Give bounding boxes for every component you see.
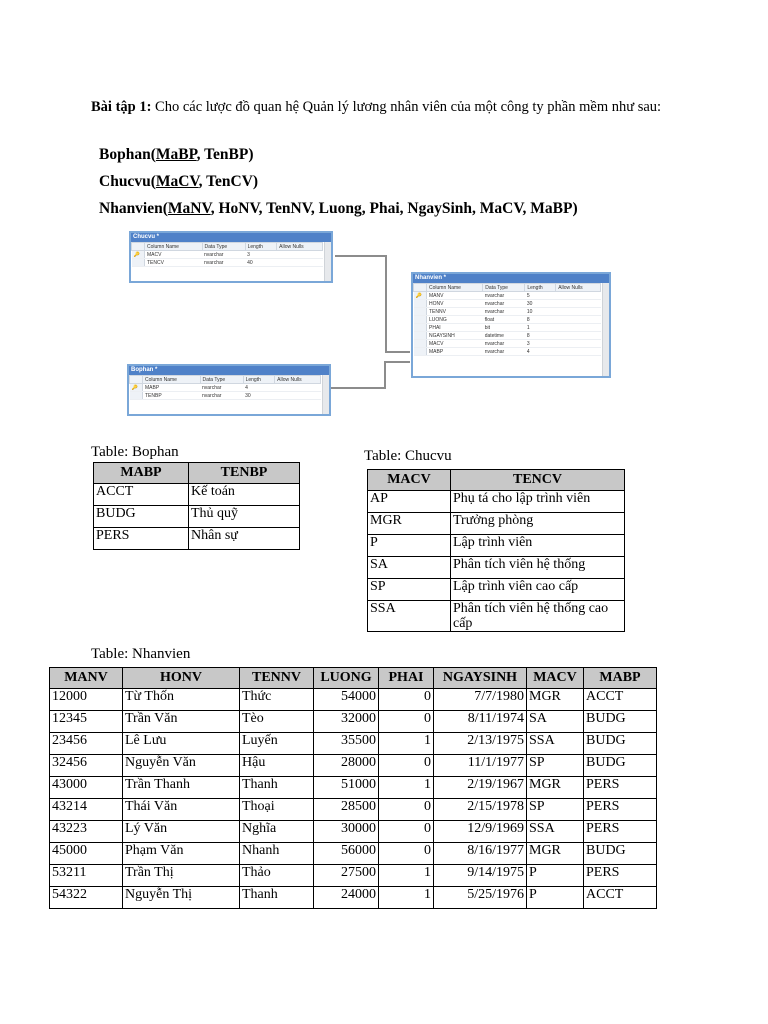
schema-bophan: Bophan(MaBP, TenBP) xyxy=(99,146,254,163)
table-cell: Lê Lưu xyxy=(123,733,240,755)
table-cell xyxy=(414,316,427,324)
table-cell: 0 xyxy=(379,711,434,733)
table-cell: Trần Thanh xyxy=(123,777,240,799)
table-cell: LUONG xyxy=(427,316,483,324)
table-cell: nvarchar xyxy=(483,300,525,308)
table-cell: 12000 xyxy=(50,689,123,711)
table-row xyxy=(50,733,657,755)
table-cell: Thanh xyxy=(240,777,314,799)
table-cell: 28500 xyxy=(314,799,379,821)
relationship-line xyxy=(335,255,386,257)
table-cell: Nhân sự xyxy=(189,528,300,550)
table-cell: Thủ quỹ xyxy=(189,506,300,528)
table-cell: 32456 xyxy=(50,755,123,777)
diagram-chucvu-columns xyxy=(131,242,323,267)
table-cell: Lập trình viên cao cấp xyxy=(451,579,625,601)
table-cell xyxy=(414,340,427,348)
table-row xyxy=(368,535,625,557)
table-cell: TENCV xyxy=(145,259,203,267)
column-header: PHAI xyxy=(379,668,434,689)
table-cell: PERS xyxy=(584,799,657,821)
chucvu-table-caption: Table: Chucvu xyxy=(364,448,452,464)
table-cell: 43223 xyxy=(50,821,123,843)
table-cell: SP xyxy=(527,755,584,777)
table-cell: ACCT xyxy=(94,484,189,506)
table-cell xyxy=(275,384,321,392)
exercise-intro xyxy=(91,99,691,116)
table-cell: Luyến xyxy=(240,733,314,755)
table-cell: 1 xyxy=(379,865,434,887)
table-cell: 1 xyxy=(379,887,434,909)
table-cell: 3 xyxy=(525,340,556,348)
column-header: HONV xyxy=(123,668,240,689)
table-cell xyxy=(414,348,427,356)
chucvu-table xyxy=(367,469,625,632)
bophan-table-caption: Table: Bophan xyxy=(91,444,179,460)
table-cell: Trần Thị xyxy=(123,865,240,887)
schema-nhanvien: Nhanvien(MaNV, HoNV, TenNV, Luong, Phai, NgaySinh, MaCV, MaBP) xyxy=(99,200,578,217)
table-cell: Kế toán xyxy=(189,484,300,506)
column-header: Data Type xyxy=(200,376,243,384)
table-cell: 30 xyxy=(243,392,275,400)
table-cell: BUDG xyxy=(94,506,189,528)
table-cell: BUDG xyxy=(584,755,657,777)
table-cell: P xyxy=(527,887,584,909)
table-cell: SSA xyxy=(368,601,451,632)
column-header: Length xyxy=(245,243,277,251)
table-cell: Thảo xyxy=(240,865,314,887)
table-cell: MACV xyxy=(145,251,203,259)
table-cell xyxy=(556,300,601,308)
nhanvien-table-caption: Table: Nhanvien xyxy=(91,646,191,662)
table-cell: Phân tích viên hệ thống xyxy=(451,557,625,579)
table-cell: 30 xyxy=(525,300,556,308)
table-cell: PHAI xyxy=(427,324,483,332)
column-header: Data Type xyxy=(483,284,525,292)
table-cell: MGR xyxy=(527,777,584,799)
table-cell: HONV xyxy=(427,300,483,308)
table-cell xyxy=(275,392,321,400)
table-cell: Thoại xyxy=(240,799,314,821)
table-cell: 27500 xyxy=(314,865,379,887)
table-cell: 8/16/1977 xyxy=(434,843,527,865)
table-cell: BUDG xyxy=(584,843,657,865)
table-row xyxy=(50,689,657,711)
scrollbar[interactable] xyxy=(324,242,331,281)
schema-chucvu: Chucvu(MaCV, TenCV) xyxy=(99,173,259,190)
table-cell: Phạm Văn xyxy=(123,843,240,865)
table-cell: Thức xyxy=(240,689,314,711)
table-cell: 23456 xyxy=(50,733,123,755)
column-header xyxy=(132,243,145,251)
table-cell: 8/11/1974 xyxy=(434,711,527,733)
table-cell: PERS xyxy=(584,777,657,799)
diagram-bophan-columns xyxy=(129,375,321,400)
table-cell: ACCT xyxy=(584,887,657,909)
table-cell: 32000 xyxy=(314,711,379,733)
table-cell: 0 xyxy=(379,799,434,821)
column-header: TENCV xyxy=(451,470,625,491)
table-cell: Nguyễn Thị xyxy=(123,887,240,909)
table-row xyxy=(368,491,625,513)
table-cell: SA xyxy=(368,557,451,579)
relationship-line xyxy=(385,351,410,353)
table-cell: datetime xyxy=(483,332,525,340)
table-cell: 7/7/1980 xyxy=(434,689,527,711)
table-cell: 1 xyxy=(379,733,434,755)
table-cell: Từ Thốn xyxy=(123,689,240,711)
column-header: Length xyxy=(243,376,275,384)
table-row xyxy=(50,865,657,887)
table-cell: MANV xyxy=(427,292,483,300)
table-cell: float xyxy=(483,316,525,324)
column-header: NGAYSINH xyxy=(434,668,527,689)
table-cell: MABP xyxy=(427,348,483,356)
column-header: MABP xyxy=(94,463,189,484)
table-cell: MGR xyxy=(527,689,584,711)
column-header: Column Name xyxy=(143,376,201,384)
table-cell: 12/9/1969 xyxy=(434,821,527,843)
diagram-nhanvien-columns xyxy=(413,283,601,356)
column-header: Data Type xyxy=(202,243,245,251)
table-cell: BUDG xyxy=(584,733,657,755)
relationship-line xyxy=(384,361,386,389)
table-cell: 2/13/1975 xyxy=(434,733,527,755)
table-row xyxy=(94,506,300,528)
table-cell: nvarchar xyxy=(200,384,243,392)
relationship-line xyxy=(384,361,410,363)
table-cell: SA xyxy=(527,711,584,733)
table-cell: ACCT xyxy=(584,689,657,711)
table-cell: Hậu xyxy=(240,755,314,777)
table-cell: 43214 xyxy=(50,799,123,821)
table-cell xyxy=(414,332,427,340)
table-cell: 2/15/1978 xyxy=(434,799,527,821)
column-header: Column Name xyxy=(145,243,203,251)
table-cell xyxy=(277,251,323,259)
table-row xyxy=(94,484,300,506)
table-cell: TENBP xyxy=(143,392,201,400)
table-cell xyxy=(556,348,601,356)
key-icon: 🔑 xyxy=(130,384,143,392)
table-cell: Lý Văn xyxy=(123,821,240,843)
table-cell: 0 xyxy=(379,821,434,843)
key-icon: 🔑 xyxy=(414,292,427,300)
table-cell: Lập trình viên xyxy=(451,535,625,557)
column-header: MACV xyxy=(527,668,584,689)
table-cell: MGR xyxy=(527,843,584,865)
diagram-nhanvien-window[interactable] xyxy=(411,272,611,378)
relationship-line xyxy=(385,255,387,353)
table-cell: PERS xyxy=(584,821,657,843)
table-cell: Nguyễn Văn xyxy=(123,755,240,777)
table-row xyxy=(50,821,657,843)
table-cell xyxy=(556,316,601,324)
table-cell: Nghĩa xyxy=(240,821,314,843)
table-row xyxy=(368,579,625,601)
column-header: TENNV xyxy=(240,668,314,689)
table-cell: nvarchar xyxy=(202,259,245,267)
diagram-chucvu-title: Chucvu * xyxy=(131,233,331,242)
table-row xyxy=(50,887,657,909)
column-header: Length xyxy=(525,284,556,292)
table-cell xyxy=(414,300,427,308)
table-cell: P xyxy=(368,535,451,557)
table-row xyxy=(50,777,657,799)
table-cell: SSA xyxy=(527,821,584,843)
table-cell: 3 xyxy=(245,251,277,259)
table-cell: 0 xyxy=(379,755,434,777)
table-cell: Trần Văn xyxy=(123,711,240,733)
table-cell: Phụ tá cho lập trình viên xyxy=(451,491,625,513)
column-header: Allow Nulls xyxy=(556,284,601,292)
table-cell xyxy=(556,324,601,332)
table-row xyxy=(368,557,625,579)
table-cell xyxy=(132,259,145,267)
table-cell: 56000 xyxy=(314,843,379,865)
table-cell: 2/19/1967 xyxy=(434,777,527,799)
table-cell: NGAYSINH xyxy=(427,332,483,340)
table-cell: AP xyxy=(368,491,451,513)
table-cell: 0 xyxy=(379,843,434,865)
table-cell: 9/14/1975 xyxy=(434,865,527,887)
table-cell: nvarchar xyxy=(483,340,525,348)
table-cell: bit xyxy=(483,324,525,332)
table-cell: PERS xyxy=(584,865,657,887)
diagram-bophan-window[interactable] xyxy=(127,364,331,416)
table-row xyxy=(50,711,657,733)
relationship-line xyxy=(330,387,385,389)
column-header: Allow Nulls xyxy=(277,243,323,251)
table-cell xyxy=(556,340,601,348)
table-cell: 43000 xyxy=(50,777,123,799)
table-cell: PERS xyxy=(94,528,189,550)
table-cell xyxy=(414,308,427,316)
table-cell: 11/1/1977 xyxy=(434,755,527,777)
table-cell: MABP xyxy=(143,384,201,392)
column-header: Allow Nulls xyxy=(275,376,321,384)
table-cell xyxy=(556,292,601,300)
table-cell: 1 xyxy=(525,324,556,332)
table-cell xyxy=(277,259,323,267)
table-cell: Thái Văn xyxy=(123,799,240,821)
table-cell: 51000 xyxy=(314,777,379,799)
table-cell: 0 xyxy=(379,689,434,711)
table-row xyxy=(368,513,625,535)
table-cell: 54000 xyxy=(314,689,379,711)
table-cell: Thanh xyxy=(240,887,314,909)
table-cell: 30000 xyxy=(314,821,379,843)
table-row xyxy=(50,843,657,865)
table-cell: 45000 xyxy=(50,843,123,865)
column-header: MACV xyxy=(368,470,451,491)
table-cell: 54322 xyxy=(50,887,123,909)
table-row xyxy=(368,601,625,632)
table-cell: 28000 xyxy=(314,755,379,777)
column-header: Column Name xyxy=(427,284,483,292)
table-row xyxy=(94,528,300,550)
table-cell: P xyxy=(527,865,584,887)
column-header: LUONG xyxy=(314,668,379,689)
table-cell: TENNV xyxy=(427,308,483,316)
table-cell: SP xyxy=(368,579,451,601)
table-cell: 5 xyxy=(525,292,556,300)
database-diagram xyxy=(125,225,615,420)
table-cell: 24000 xyxy=(314,887,379,909)
table-cell: 4 xyxy=(243,384,275,392)
table-cell: 5/25/1976 xyxy=(434,887,527,909)
column-header: TENBP xyxy=(189,463,300,484)
column-header xyxy=(414,284,427,292)
table-row xyxy=(50,799,657,821)
bophan-table xyxy=(93,462,300,550)
table-cell: nvarchar xyxy=(202,251,245,259)
column-header xyxy=(130,376,143,384)
table-cell: nvarchar xyxy=(200,392,243,400)
table-cell: 4 xyxy=(525,348,556,356)
table-cell xyxy=(556,308,601,316)
table-cell: 10 xyxy=(525,308,556,316)
table-cell: nvarchar xyxy=(483,348,525,356)
diagram-bophan-title: Bophan * xyxy=(129,366,329,375)
diagram-chucvu-window[interactable] xyxy=(129,231,333,283)
column-header: MABP xyxy=(584,668,657,689)
table-cell: nvarchar xyxy=(483,308,525,316)
nhanvien-table xyxy=(49,667,657,909)
table-cell: Phân tích viên hệ thống cao cấp xyxy=(451,601,625,632)
table-cell xyxy=(414,324,427,332)
key-icon: 🔑 xyxy=(132,251,145,259)
column-header: MANV xyxy=(50,668,123,689)
exercise-label: Bài tập 1: xyxy=(91,99,152,115)
table-cell: SSA xyxy=(527,733,584,755)
table-cell: Trưởng phòng xyxy=(451,513,625,535)
table-cell: 8 xyxy=(525,332,556,340)
table-cell xyxy=(130,392,143,400)
scrollbar[interactable] xyxy=(322,375,329,414)
table-cell: SP xyxy=(527,799,584,821)
table-cell: 1 xyxy=(379,777,434,799)
table-cell: 53211 xyxy=(50,865,123,887)
table-row xyxy=(50,755,657,777)
scrollbar[interactable] xyxy=(602,283,609,376)
table-cell: 40 xyxy=(245,259,277,267)
header-row xyxy=(50,668,657,689)
table-cell: Tèo xyxy=(240,711,314,733)
table-cell xyxy=(556,332,601,340)
table-cell: MACV xyxy=(427,340,483,348)
table-cell: BUDG xyxy=(584,711,657,733)
table-cell: 12345 xyxy=(50,711,123,733)
table-cell: Nhanh xyxy=(240,843,314,865)
exercise-text: Cho các lược đồ quan hệ Quản lý lương nhân viên của một công ty phần mềm như sau: xyxy=(151,99,662,115)
table-cell: nvarchar xyxy=(483,292,525,300)
table-cell: 35500 xyxy=(314,733,379,755)
diagram-nhanvien-title: Nhanvien * xyxy=(413,274,609,283)
table-cell: MGR xyxy=(368,513,451,535)
table-cell: 8 xyxy=(525,316,556,324)
